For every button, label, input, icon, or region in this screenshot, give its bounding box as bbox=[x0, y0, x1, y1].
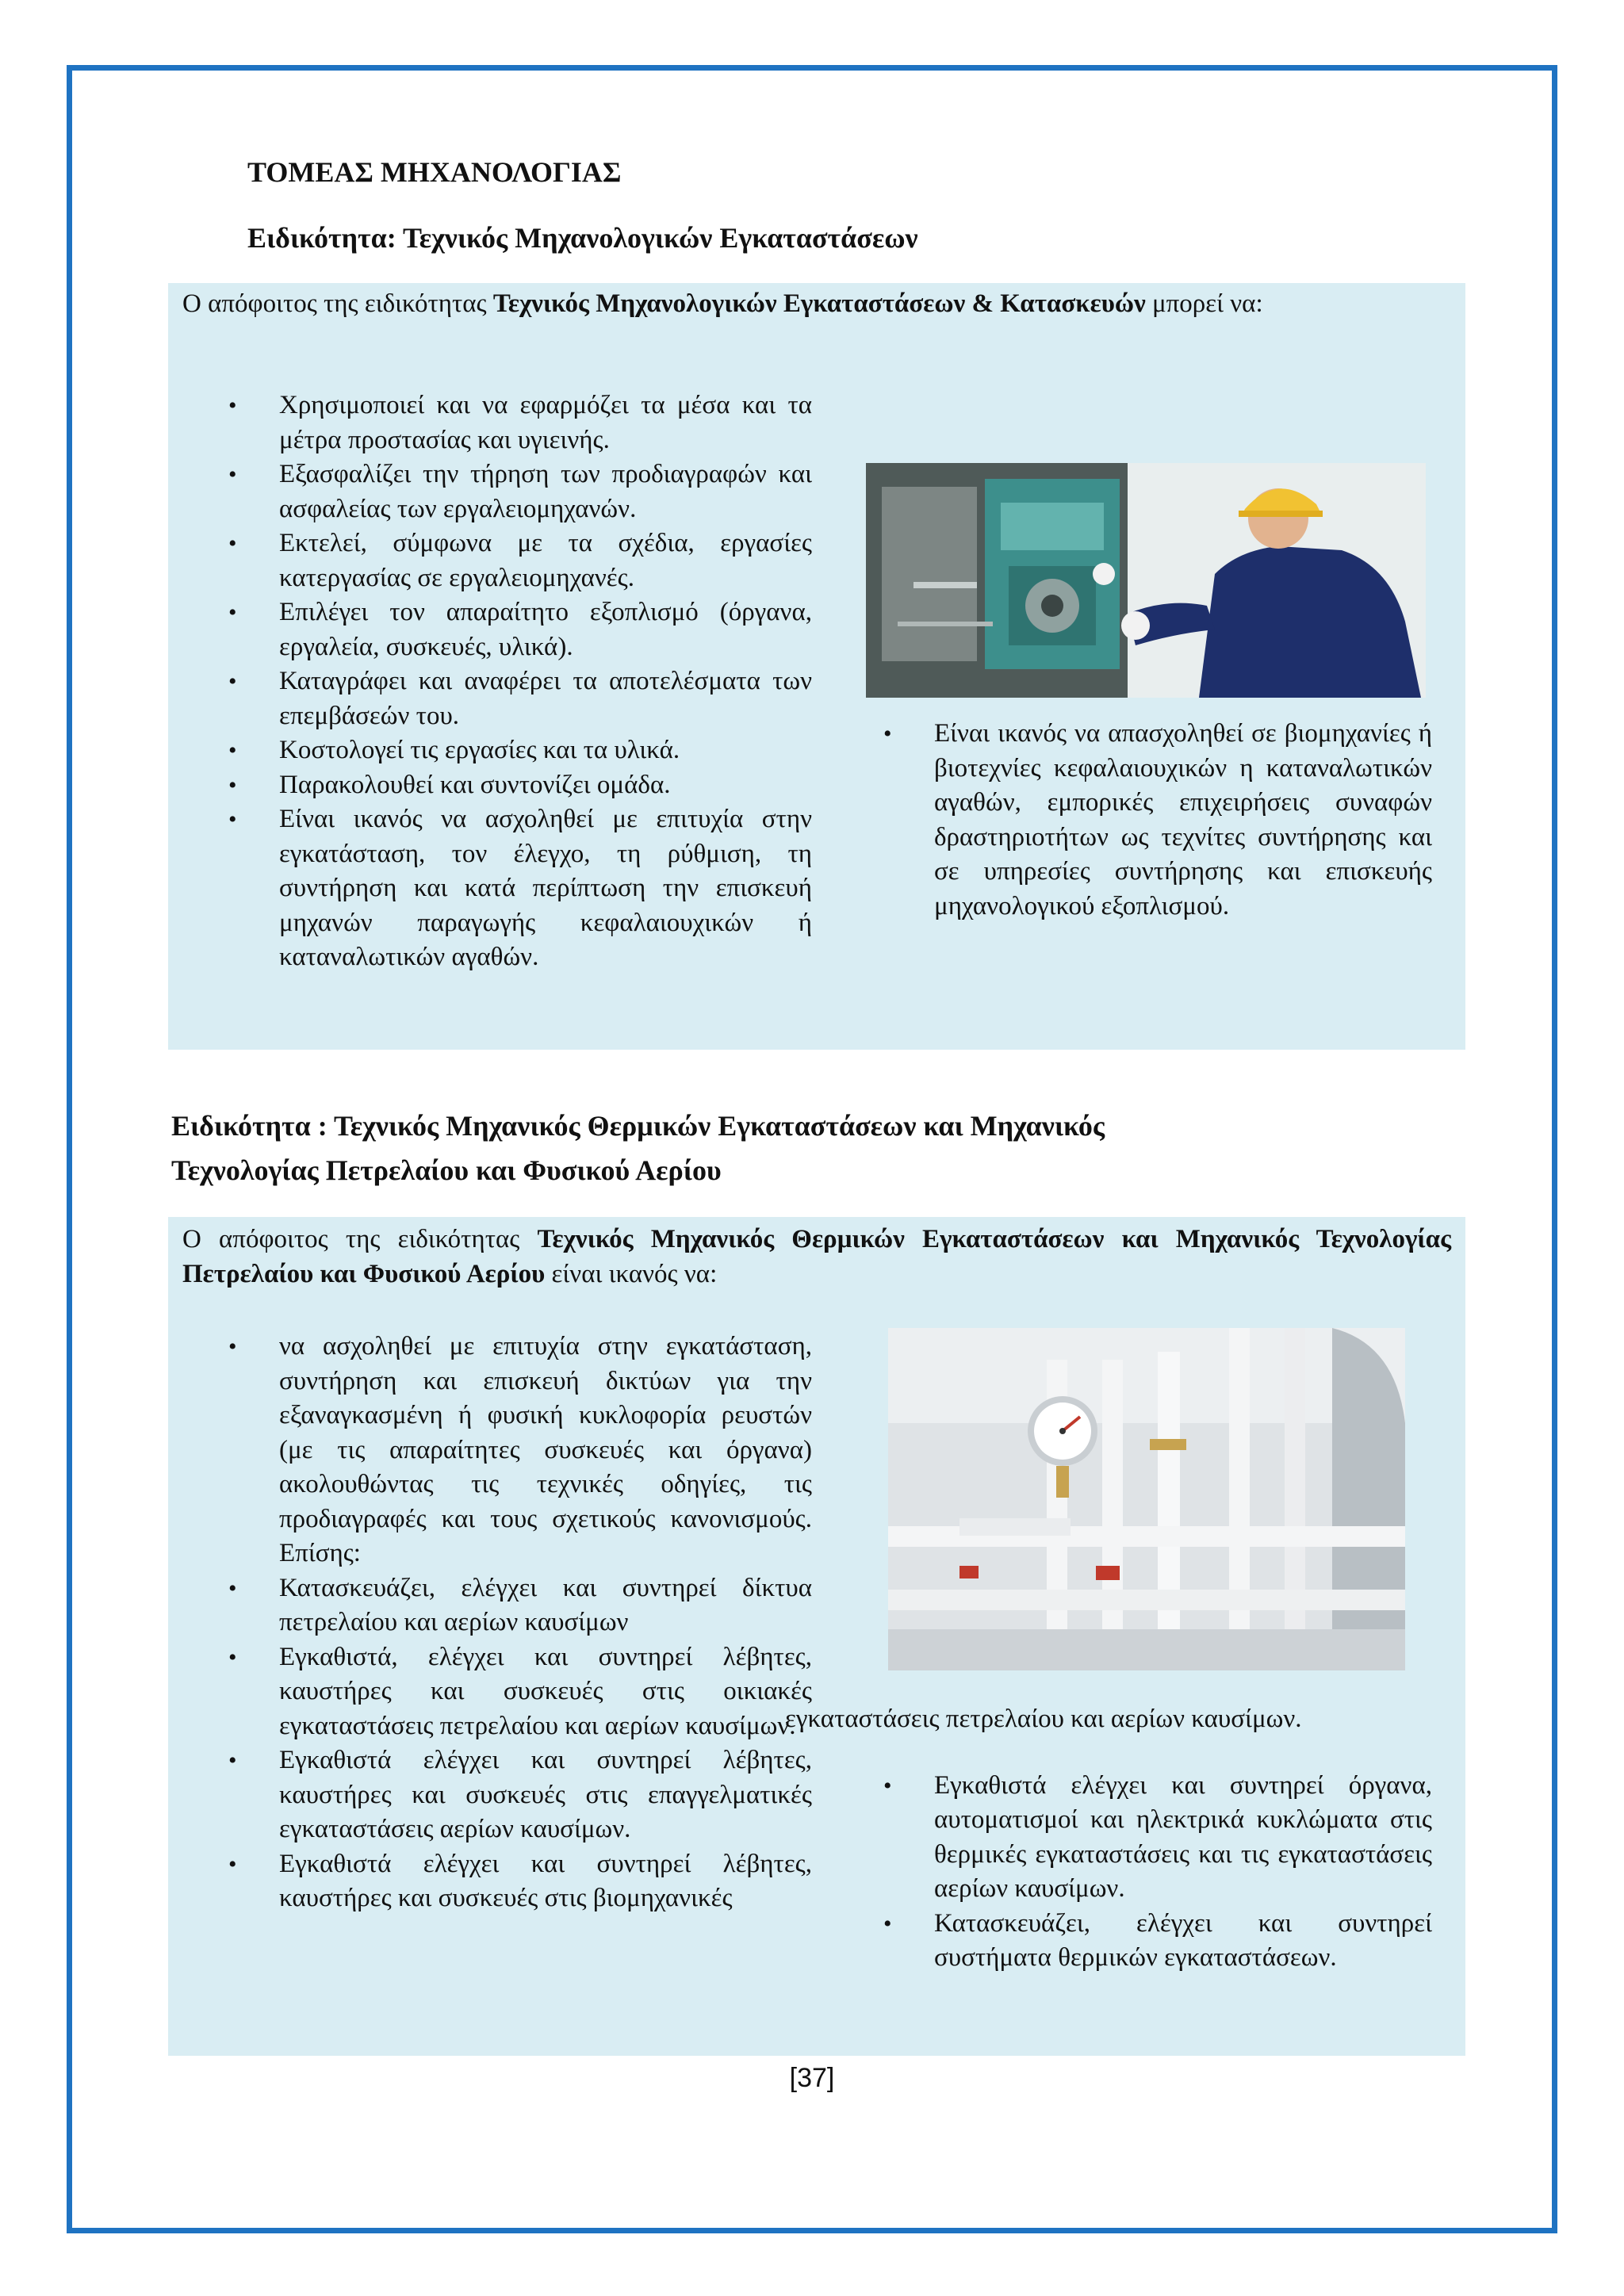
list-item: • Επιλέγει τον απαραίτητο εξοπλισμό (όργανα, εργαλεία, συσκευές, υλικά). bbox=[168, 595, 812, 664]
list-item: • Εγκαθιστά ελέγχει και συντηρεί όργανα, αυτοματισμοί και ηλεκτρικά κυκλώματα στις θερμικές εγκαταστάσεις και τις εγκαταστάσεις αερίων καυσίμων. bbox=[823, 1769, 1432, 1907]
list-item: • Εκτελεί, σύμφωνα με τα σχέδια, εργασίες κατεργασίας σε εργαλειομηχανές. bbox=[168, 526, 812, 595]
list-item: • Κατασκευάζει, ελέγχει και συντηρεί συστήματα θερμικών εγκαταστάσεων. bbox=[823, 1907, 1432, 1976]
pipes-illustration bbox=[888, 1328, 1405, 1670]
specialty-2-right-bullets bbox=[785, 1702, 1432, 1976]
heating-pipes-photo bbox=[888, 1328, 1405, 1670]
list-item: • Είναι ικανός να απασχοληθεί σε βιομηχανίες ή βιοτεχνίες κεφαλαιουχικών η καταναλωτικών αγαθών, εμπορικές επιχειρήσεις συναφών δραστηριοτήτων ως τεχνίτες συντήρησης και σε υπηρεσίες συντήρησης και επισκευής μηχανολογικού εξοπλισμού. bbox=[823, 717, 1432, 924]
list-item: • Εξασφαλίζει την τήρηση των προδιαγραφών και ασφαλείας των εργαλειομηχανών. bbox=[168, 457, 812, 526]
list-item: • Είναι ικανός να ασχοληθεί με επιτυχία στην εγκατάσταση, τον έλεγχο, τη ρύθμιση, τη συντήρηση και κατά περίπτωση την επισκευή μηχανών παραγωγής κεφαλαιουχικών ή καταναλωτικών αγαθών. bbox=[168, 802, 812, 975]
list-item: • Κοστολογεί τις εργασίες και τα υλικά. bbox=[168, 733, 812, 768]
specialty-2-title: Ειδικότητα : Τεχνικός Μηχανικός Θερμικών Εγκαταστάσεων και Μηχανικός Τεχνολογίας Πετρελαίου και Φυσικού Αερίου bbox=[171, 1110, 1105, 1186]
list-item-continuation: εγκαταστάσεις πετρελαίου και αερίων καυσίμων. bbox=[785, 1705, 1302, 1733]
specialty-1-right-bullets bbox=[823, 717, 1432, 924]
list-item: • Παρακολουθεί και συντονίζει ομάδα. bbox=[168, 768, 812, 803]
page-number: [37] bbox=[789, 2063, 835, 2093]
list-item: • Εγκαθιστά, ελέγχει και συντηρεί λέβητες, καυστήρες και συσκευές στις οικιακές εγκαταστάσεις πετρελαίου και αερίων καυσίμων. bbox=[168, 1640, 812, 1744]
specialty-2-left-bullets bbox=[168, 1330, 812, 1916]
machinist-photo bbox=[866, 463, 1426, 698]
specialty-1-left-bullets bbox=[168, 388, 812, 975]
specialty-2-intro: Ο απόφοιτος της ειδικότητας Τεχνικός Μηχανικός Θερμικών Εγκαταστάσεων και Μηχανικός Τεχνολογίας Πετρελαίου και Φυσικού Αερίου είναι ικανός να: bbox=[182, 1225, 1452, 1288]
list-item: • Κατασκευάζει, ελέγχει και συντηρεί δίκτυα πετρελαίου και αερίων καυσίμων bbox=[168, 1571, 812, 1640]
list-item: • Εγκαθιστά ελέγχει και συντηρεί λέβητες, καυστήρες και συσκευές στις βιομηχανικές bbox=[168, 1847, 812, 1916]
list-item: • Χρησιμοποιεί και να εφαρμόζει τα μέσα και τα μέτρα προστασίας και υγιεινής. bbox=[168, 388, 812, 457]
specialty-1-title: Ειδικότητα: Τεχνικός Μηχανολογικών Εγκαταστάσεων bbox=[247, 222, 918, 254]
list-item: • να ασχοληθεί με επιτυχία στην εγκατάσταση, συντήρηση και επισκευή δικτύων για την εξαναγκασμένη ή φυσική κυκλοφορία ρευστών (με τις απαραίτητες συσκευές και όργανα) ακολουθώντας τις τεχνικές οδηγίες, τις προδιαγραφές και τους σχετικούς κανονισμούς. Επίσης: bbox=[168, 1330, 812, 1571]
list-item: • Εγκαθιστά ελέγχει και συντηρεί λέβητες, καυστήρες και συσκευές στις επαγγελματικές εγκαταστάσεις αερίων καυσίμων. bbox=[168, 1743, 812, 1847]
specialty-1-intro: Ο απόφοιτος της ειδικότητας Τεχνικός Μηχανολογικών Εγκαταστάσεων & Κατασκευών μπορεί να: bbox=[182, 289, 1263, 318]
list-item: • Καταγράφει και αναφέρει τα αποτελέσματα των επεμβάσεών του. bbox=[168, 664, 812, 733]
specialty-2-panel bbox=[168, 1217, 1465, 2056]
machinist-illustration bbox=[866, 463, 1426, 698]
specialty-1-panel bbox=[168, 283, 1465, 1050]
sector-title: ΤΟΜΕΑΣ ΜΗΧΑΝΟΛΟΓΙΑΣ bbox=[247, 156, 622, 188]
